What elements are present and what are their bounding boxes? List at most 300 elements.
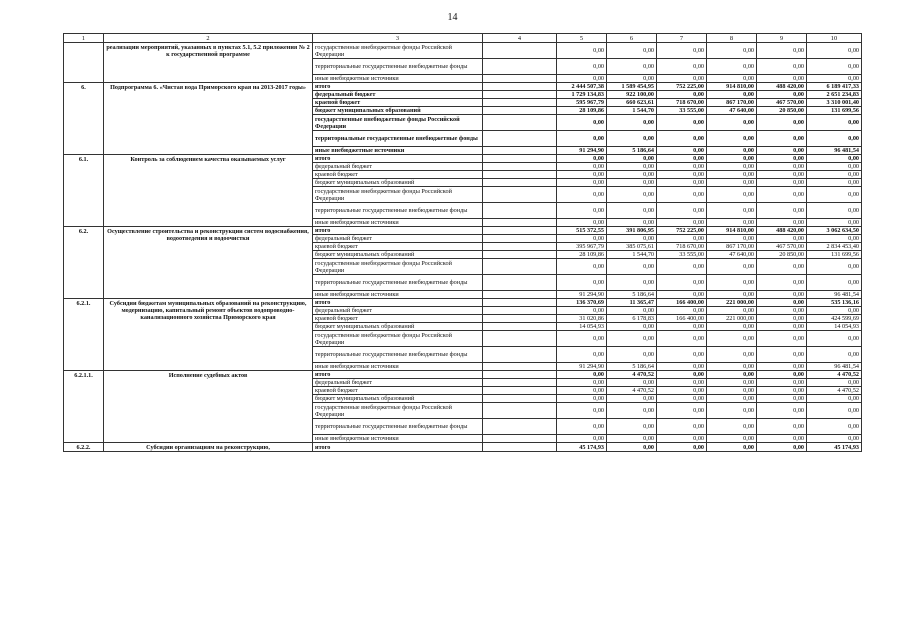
amount-cell: 3 310 001,40: [807, 99, 862, 107]
amount-cell: 5 186,64: [607, 291, 657, 299]
amount-cell: 20 850,00: [757, 251, 807, 259]
header-row: [64, 34, 862, 43]
amount-cell: 0,00: [607, 155, 657, 163]
amount-cell: 0,00: [557, 179, 607, 187]
amount-cell: 45 174,93: [807, 443, 862, 452]
amount-cell: 0,00: [757, 419, 807, 435]
amount-cell: 2 444 507,38: [557, 83, 607, 91]
item-number: 6.2.1.: [64, 299, 104, 371]
amount-cell: 0,00: [557, 371, 607, 379]
empty-cell: [483, 115, 557, 131]
amount-cell: 0,00: [607, 179, 657, 187]
amount-cell: 0,00: [607, 403, 657, 419]
funding-source: итого: [313, 83, 483, 91]
amount-cell: 0,00: [657, 371, 707, 379]
funding-source: иные внебюджетные источники: [313, 435, 483, 443]
amount-cell: 96 481,54: [807, 291, 862, 299]
empty-cell: [483, 275, 557, 291]
header-cell: 5: [557, 34, 607, 43]
amount-cell: 0,00: [707, 259, 757, 275]
amount-cell: 0,00: [757, 275, 807, 291]
amount-cell: 0,00: [607, 43, 657, 59]
amount-cell: 0,00: [607, 435, 657, 443]
funding-source: территориальные государственные внебюджетные фонды: [313, 347, 483, 363]
amount-cell: 0,00: [757, 435, 807, 443]
amount-cell: 0,00: [607, 163, 657, 171]
funding-source: итого: [313, 443, 483, 452]
amount-cell: 718 670,00: [657, 243, 707, 251]
amount-cell: 0,00: [657, 59, 707, 75]
amount-cell: 0,00: [607, 307, 657, 315]
amount-cell: 0,00: [707, 443, 757, 452]
empty-cell: [483, 387, 557, 395]
amount-cell: 0,00: [807, 43, 862, 59]
amount-cell: 131 699,56: [807, 251, 862, 259]
amount-cell: 0,00: [807, 275, 862, 291]
amount-cell: 0,00: [557, 259, 607, 275]
amount-cell: 0,00: [557, 307, 607, 315]
funding-source: краевой бюджет: [313, 171, 483, 179]
amount-cell: 96 481,54: [807, 363, 862, 371]
table-row: [64, 299, 862, 307]
empty-cell: [483, 179, 557, 187]
funding-source: федеральный бюджет: [313, 379, 483, 387]
amount-cell: 131 699,56: [807, 107, 862, 115]
empty-cell: [483, 395, 557, 403]
amount-cell: 0,00: [757, 315, 807, 323]
empty-cell: [483, 107, 557, 115]
funding-source: государственные внебюджетные фонды Российской Федерации: [313, 187, 483, 203]
amount-cell: 0,00: [757, 219, 807, 227]
amount-cell: 0,00: [757, 347, 807, 363]
amount-cell: 0,00: [707, 395, 757, 403]
amount-cell: 0,00: [707, 331, 757, 347]
amount-cell: 0,00: [757, 203, 807, 219]
amount-cell: 0,00: [557, 331, 607, 347]
empty-cell: [483, 443, 557, 452]
amount-cell: 0,00: [657, 43, 707, 59]
funding-source: итого: [313, 155, 483, 163]
empty-cell: [483, 163, 557, 171]
amount-cell: 0,00: [607, 395, 657, 403]
amount-cell: 0,00: [707, 379, 757, 387]
amount-cell: 0,00: [657, 219, 707, 227]
amount-cell: 33 555,00: [657, 107, 707, 115]
amount-cell: 0,00: [557, 131, 607, 147]
amount-cell: 31 020,86: [557, 315, 607, 323]
empty-cell: [483, 419, 557, 435]
amount-cell: 0,00: [707, 131, 757, 147]
amount-cell: 0,00: [557, 155, 607, 163]
amount-cell: 0,00: [557, 115, 607, 131]
amount-cell: 0,00: [707, 323, 757, 331]
amount-cell: 91 294,90: [557, 291, 607, 299]
amount-cell: 0,00: [607, 59, 657, 75]
amount-cell: 0,00: [807, 347, 862, 363]
funding-source: федеральный бюджет: [313, 307, 483, 315]
amount-cell: 0,00: [757, 363, 807, 371]
amount-cell: 6 178,83: [607, 315, 657, 323]
amount-cell: 0,00: [707, 275, 757, 291]
amount-cell: 0,00: [557, 419, 607, 435]
amount-cell: 0,00: [757, 379, 807, 387]
amount-cell: 0,00: [657, 307, 707, 315]
funding-source: иные внебюджетные источники: [313, 147, 483, 155]
amount-cell: 0,00: [807, 59, 862, 75]
amount-cell: 867 170,00: [707, 99, 757, 107]
funding-source: федеральный бюджет: [313, 91, 483, 99]
amount-cell: 0,00: [557, 171, 607, 179]
amount-cell: 0,00: [657, 419, 707, 435]
amount-cell: 0,00: [707, 363, 757, 371]
amount-cell: 535 136,16: [807, 299, 862, 307]
amount-cell: 922 100,00: [607, 91, 657, 99]
amount-cell: 0,00: [807, 307, 862, 315]
amount-cell: 0,00: [657, 203, 707, 219]
amount-cell: 0,00: [757, 395, 807, 403]
amount-cell: 0,00: [707, 43, 757, 59]
amount-cell: 0,00: [607, 171, 657, 179]
amount-cell: 1 544,70: [607, 251, 657, 259]
amount-cell: 718 670,00: [657, 99, 707, 107]
amount-cell: 0,00: [807, 131, 862, 147]
amount-cell: 28 109,86: [557, 107, 607, 115]
amount-cell: 0,00: [757, 387, 807, 395]
amount-cell: 0,00: [707, 147, 757, 155]
empty-cell: [483, 259, 557, 275]
amount-cell: 91 294,90: [557, 363, 607, 371]
empty-cell: [483, 371, 557, 379]
item-number: 6.2.2.: [64, 443, 104, 452]
item-number: [64, 43, 104, 83]
amount-cell: 0,00: [657, 147, 707, 155]
amount-cell: 0,00: [657, 179, 707, 187]
empty-cell: [483, 363, 557, 371]
amount-cell: 221 000,00: [707, 315, 757, 323]
header-cell: 10: [807, 34, 862, 43]
amount-cell: 0,00: [707, 59, 757, 75]
amount-cell: 0,00: [807, 435, 862, 443]
empty-cell: [483, 323, 557, 331]
empty-cell: [483, 203, 557, 219]
amount-cell: 0,00: [757, 443, 807, 452]
amount-cell: 96 481,54: [807, 147, 862, 155]
amount-cell: 752 225,00: [657, 227, 707, 235]
amount-cell: 0,00: [807, 115, 862, 131]
header-cell: 1: [64, 34, 104, 43]
table-row: [64, 43, 862, 59]
amount-cell: 0,00: [707, 347, 757, 363]
amount-cell: 0,00: [707, 155, 757, 163]
header-cell: 4: [483, 34, 557, 43]
funding-source: государственные внебюджетные фонды Российской Федерации: [313, 115, 483, 131]
amount-cell: 28 109,86: [557, 251, 607, 259]
amount-cell: 0,00: [807, 419, 862, 435]
item-name: Контроль за соблюдением качества оказываемых услуг: [104, 155, 313, 227]
amount-cell: 0,00: [757, 323, 807, 331]
amount-cell: 0,00: [707, 163, 757, 171]
table-body: [64, 34, 862, 452]
amount-cell: 867 170,00: [707, 243, 757, 251]
amount-cell: 0,00: [757, 235, 807, 243]
amount-cell: 0,00: [707, 179, 757, 187]
budget-table: [63, 33, 862, 452]
amount-cell: 20 850,00: [757, 107, 807, 115]
empty-cell: [483, 147, 557, 155]
funding-source: государственные внебюджетные фонды Российской Федерации: [313, 331, 483, 347]
amount-cell: 0,00: [807, 259, 862, 275]
amount-cell: 0,00: [557, 275, 607, 291]
amount-cell: 488 420,00: [757, 83, 807, 91]
amount-cell: 0,00: [607, 203, 657, 219]
empty-cell: [483, 43, 557, 59]
funding-source: территориальные государственные внебюджетные фонды: [313, 131, 483, 147]
amount-cell: 0,00: [807, 187, 862, 203]
amount-cell: 0,00: [657, 443, 707, 452]
empty-cell: [483, 243, 557, 251]
amount-cell: 1 729 134,83: [557, 91, 607, 99]
funding-source: краевой бюджет: [313, 243, 483, 251]
amount-cell: 0,00: [757, 299, 807, 307]
amount-cell: 0,00: [757, 331, 807, 347]
amount-cell: 660 623,61: [607, 99, 657, 107]
amount-cell: 5 186,64: [607, 363, 657, 371]
amount-cell: 0,00: [757, 131, 807, 147]
table-row: [64, 155, 862, 163]
amount-cell: 0,00: [757, 59, 807, 75]
amount-cell: 0,00: [557, 403, 607, 419]
amount-cell: 424 599,69: [807, 315, 862, 323]
amount-cell: 595 967,79: [557, 99, 607, 107]
item-name: Подпрограмма 6. «Чистая вода Приморского края на 2013-2017 годы»: [104, 83, 313, 155]
empty-cell: [483, 59, 557, 75]
funding-source: иные внебюджетные источники: [313, 291, 483, 299]
empty-cell: [483, 83, 557, 91]
amount-cell: 0,00: [707, 419, 757, 435]
empty-cell: [483, 299, 557, 307]
amount-cell: 0,00: [807, 219, 862, 227]
empty-cell: [483, 379, 557, 387]
amount-cell: 914 810,00: [707, 227, 757, 235]
amount-cell: 0,00: [807, 179, 862, 187]
amount-cell: 0,00: [757, 163, 807, 171]
amount-cell: 0,00: [657, 323, 707, 331]
amount-cell: 3 062 634,50: [807, 227, 862, 235]
amount-cell: 0,00: [657, 163, 707, 171]
amount-cell: 91 294,90: [557, 147, 607, 155]
amount-cell: 467 570,00: [757, 243, 807, 251]
amount-cell: 488 420,00: [757, 227, 807, 235]
funding-source: территориальные государственные внебюджетные фонды: [313, 203, 483, 219]
funding-source: бюджет муниципальных образований: [313, 395, 483, 403]
amount-cell: 0,00: [757, 147, 807, 155]
funding-source: иные внебюджетные источники: [313, 363, 483, 371]
funding-source: бюджет муниципальных образований: [313, 323, 483, 331]
amount-cell: 0,00: [607, 131, 657, 147]
amount-cell: 6 189 417,33: [807, 83, 862, 91]
table-row: [64, 371, 862, 379]
amount-cell: 166 400,00: [657, 299, 707, 307]
amount-cell: 4 470,52: [807, 387, 862, 395]
amount-cell: 0,00: [557, 219, 607, 227]
amount-cell: 136 370,69: [557, 299, 607, 307]
item-name: Осуществление строительства и реконструкции систем водоснабжения, водоотведения и водоочистки: [104, 227, 313, 299]
empty-cell: [483, 155, 557, 163]
amount-cell: 0,00: [757, 91, 807, 99]
funding-source: бюджет муниципальных образований: [313, 251, 483, 259]
amount-cell: 0,00: [557, 435, 607, 443]
empty-cell: [483, 291, 557, 299]
empty-cell: [483, 227, 557, 235]
amount-cell: 0,00: [707, 235, 757, 243]
amount-cell: 4 470,52: [607, 387, 657, 395]
item-number: 6.1.: [64, 155, 104, 227]
amount-cell: 0,00: [807, 203, 862, 219]
amount-cell: 0,00: [657, 275, 707, 291]
amount-cell: 0,00: [657, 259, 707, 275]
amount-cell: 0,00: [607, 219, 657, 227]
funding-source: государственные внебюджетные фонды Российской Федерации: [313, 259, 483, 275]
amount-cell: 0,00: [557, 203, 607, 219]
header-cell: 9: [757, 34, 807, 43]
amount-cell: 0,00: [657, 131, 707, 147]
funding-source: краевой бюджет: [313, 315, 483, 323]
item-name: реализации мероприятий, указанных в пунктах 5.1, 5.2 приложения № 2 к государственной программе: [104, 43, 313, 83]
amount-cell: 395 967,79: [557, 243, 607, 251]
item-number: 6.: [64, 83, 104, 155]
amount-cell: 0,00: [557, 163, 607, 171]
amount-cell: 0,00: [707, 387, 757, 395]
amount-cell: 0,00: [607, 115, 657, 131]
amount-cell: 0,00: [757, 259, 807, 275]
amount-cell: 45 174,93: [557, 443, 607, 452]
header-cell: 7: [657, 34, 707, 43]
funding-source: бюджет муниципальных образований: [313, 179, 483, 187]
funding-source: бюджет муниципальных образований: [313, 107, 483, 115]
funding-source: территориальные государственные внебюджетные фонды: [313, 419, 483, 435]
amount-cell: 11 365,47: [607, 299, 657, 307]
amount-cell: 515 372,55: [557, 227, 607, 235]
amount-cell: 0,00: [557, 235, 607, 243]
amount-cell: 0,00: [657, 115, 707, 131]
amount-cell: 0,00: [607, 419, 657, 435]
empty-cell: [483, 187, 557, 203]
amount-cell: 0,00: [707, 403, 757, 419]
empty-cell: [483, 403, 557, 419]
amount-cell: 0,00: [707, 203, 757, 219]
amount-cell: 0,00: [707, 371, 757, 379]
amount-cell: 47 640,00: [707, 107, 757, 115]
empty-cell: [483, 435, 557, 443]
amount-cell: 47 640,00: [707, 251, 757, 259]
item-name: Исполнение судебных актов: [104, 371, 313, 443]
amount-cell: 0,00: [707, 75, 757, 83]
amount-cell: 0,00: [807, 379, 862, 387]
amount-cell: 0,00: [807, 155, 862, 163]
amount-cell: 0,00: [657, 387, 707, 395]
amount-cell: 221 000,00: [707, 299, 757, 307]
amount-cell: 0,00: [657, 331, 707, 347]
funding-source: итого: [313, 371, 483, 379]
header-cell: 3: [313, 34, 483, 43]
amount-cell: 0,00: [657, 291, 707, 299]
amount-cell: 0,00: [807, 163, 862, 171]
empty-cell: [483, 171, 557, 179]
item-name: Субсидии организациям на реконструкцию,: [104, 443, 313, 452]
item-name: Субсидии бюджетам муниципальных образований на реконструкцию, модернизацию, капитальный ремонт объектов водопроводно-канализационного хозяйства Приморского края: [104, 299, 313, 371]
amount-cell: 0,00: [757, 307, 807, 315]
amount-cell: 0,00: [757, 43, 807, 59]
amount-cell: 0,00: [657, 91, 707, 99]
amount-cell: 0,00: [557, 395, 607, 403]
amount-cell: 1 589 454,95: [607, 83, 657, 91]
amount-cell: 14 054,93: [557, 323, 607, 331]
item-number: 6.2.: [64, 227, 104, 299]
funding-source: итого: [313, 299, 483, 307]
header-cell: 6: [607, 34, 657, 43]
amount-cell: 0,00: [757, 187, 807, 203]
amount-cell: 0,00: [757, 291, 807, 299]
item-number: 6.2.1.1.: [64, 371, 104, 443]
amount-cell: 0,00: [757, 115, 807, 131]
amount-cell: 0,00: [757, 179, 807, 187]
amount-cell: 0,00: [607, 275, 657, 291]
amount-cell: 0,00: [657, 75, 707, 83]
amount-cell: 0,00: [607, 443, 657, 452]
amount-cell: 0,00: [707, 219, 757, 227]
funding-source: государственные внебюджетные фонды Российской Федерации: [313, 403, 483, 419]
funding-source: итого: [313, 227, 483, 235]
amount-cell: 0,00: [607, 259, 657, 275]
funding-source: иные внебюджетные источники: [313, 75, 483, 83]
amount-cell: 0,00: [757, 75, 807, 83]
amount-cell: 0,00: [707, 115, 757, 131]
table-row: [64, 443, 862, 452]
table-row: [64, 83, 862, 91]
amount-cell: 0,00: [657, 403, 707, 419]
amount-cell: 0,00: [807, 331, 862, 347]
amount-cell: 0,00: [707, 291, 757, 299]
amount-cell: 0,00: [557, 187, 607, 203]
amount-cell: 2 651 234,83: [807, 91, 862, 99]
amount-cell: 0,00: [707, 307, 757, 315]
funding-source: территориальные государственные внебюджетные фонды: [313, 59, 483, 75]
amount-cell: 5 186,64: [607, 147, 657, 155]
amount-cell: 1 544,70: [607, 107, 657, 115]
empty-cell: [483, 235, 557, 243]
amount-cell: 0,00: [657, 347, 707, 363]
amount-cell: 4 470,52: [607, 371, 657, 379]
empty-cell: [483, 307, 557, 315]
amount-cell: 0,00: [607, 187, 657, 203]
funding-source: федеральный бюджет: [313, 235, 483, 243]
amount-cell: 0,00: [557, 347, 607, 363]
funding-source: государственные внебюджетные фонды Российской Федерации: [313, 43, 483, 59]
amount-cell: 0,00: [707, 187, 757, 203]
funding-source: территориальные государственные внебюджетные фонды: [313, 275, 483, 291]
empty-cell: [483, 315, 557, 323]
amount-cell: 0,00: [607, 379, 657, 387]
amount-cell: 0,00: [657, 379, 707, 387]
amount-cell: 0,00: [557, 75, 607, 83]
amount-cell: 0,00: [757, 403, 807, 419]
amount-cell: 391 806,95: [607, 227, 657, 235]
amount-cell: 0,00: [757, 371, 807, 379]
amount-cell: 0,00: [657, 171, 707, 179]
amount-cell: 914 810,00: [707, 83, 757, 91]
empty-cell: [483, 347, 557, 363]
amount-cell: 0,00: [607, 347, 657, 363]
